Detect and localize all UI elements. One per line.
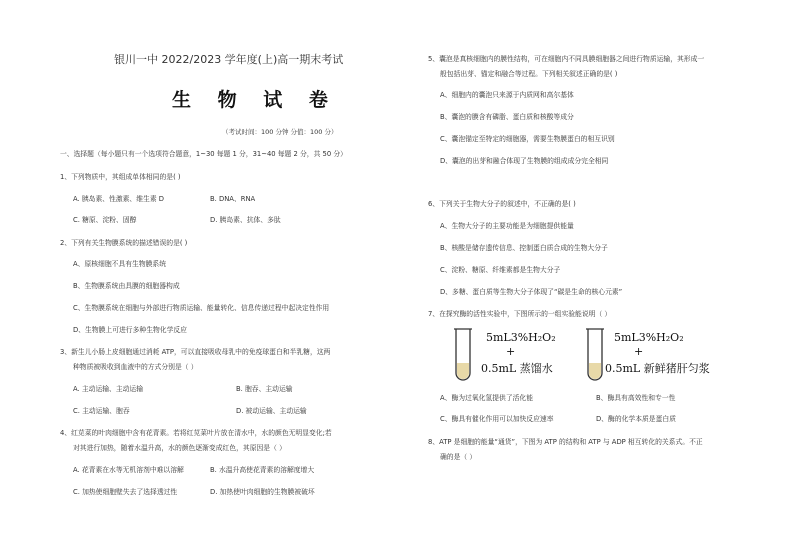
question-stem: 4、红苋菜的叶肉细胞中含有花青素。若将红苋菜叶片放在清水中，水的颜色无明显变化;若 bbox=[60, 429, 332, 437]
option-c: C. 糖原、淀粉、固醇 bbox=[73, 216, 137, 224]
option-a: A、生物大分子的主要功能是为细胞提供能量 bbox=[440, 222, 574, 230]
option-d: D、酶的化学本质是蛋白质 bbox=[596, 415, 676, 423]
tube-2-reagent: 5mL3%H₂O₂ bbox=[614, 331, 684, 344]
section-heading: 一、选择题（每小题只有一个选项符合题意，1~30 每题 1 分，31~40 每题 2 分，共 50 分） bbox=[60, 150, 347, 158]
option-a: A. 主动运输、主动运输 bbox=[73, 385, 144, 393]
tube-2-plus: + bbox=[634, 345, 644, 358]
option-c: C、淀粉、糖原、纤维素都是生物大分子 bbox=[440, 266, 561, 274]
option-b: B、酶具有高效性和专一性 bbox=[596, 394, 676, 402]
option-d: D、囊泡的出芽和融合体现了生物膜的组成成分完全相同 bbox=[440, 157, 609, 165]
exam-title: 银川一中 2022/2023 学年度(上)高一期末考试 bbox=[114, 53, 344, 66]
option-b: B. 胞吞、主动运输 bbox=[236, 385, 293, 393]
question-stem-cont: 般包括出芽、锚定和融合等过程。下列相关叙述正确的是( ) bbox=[440, 70, 618, 78]
option-a: A、原核细胞不具有生物膜系统 bbox=[73, 260, 167, 268]
question-stem: 1、下列物质中，其组成单体相同的是( ) bbox=[60, 173, 181, 181]
option-c: C. 主动运输、胞吞 bbox=[73, 407, 130, 415]
option-a: A、酶为过氧化氢提供了活化能 bbox=[440, 394, 534, 402]
question-stem: 2、下列有关生物膜系统的描述错误的是( ) bbox=[60, 239, 188, 247]
option-d: D、生物膜上可进行多种生物化学反应 bbox=[73, 326, 187, 334]
tube-1-reagent: 5mL3%H₂O₂ bbox=[486, 331, 556, 344]
tube-2-liquid bbox=[589, 363, 601, 379]
question-stem: 3、新生儿小肠上皮细胞通过消耗 ATP，可以直接吸收母乳中的免疫球蛋白和半乳糖，这两 bbox=[60, 348, 331, 356]
tube-1-additive: 0.5mL 蒸馏水 bbox=[481, 362, 553, 375]
question-stem-cont: 种物质被吸收到血液中的方式分别是（ ） bbox=[73, 363, 198, 371]
tube-1-plus: + bbox=[506, 345, 516, 358]
test-tube-2-icon bbox=[584, 327, 606, 385]
subject-title: 生 物 试 卷 bbox=[172, 89, 338, 111]
test-tube-1-icon bbox=[452, 327, 474, 385]
option-b: B. DNA、RNA bbox=[210, 195, 256, 203]
question-stem: 6、下列关于生物大分子的叙述中，不正确的是( ) bbox=[428, 200, 576, 208]
option-d: D、多糖、蛋白质等生物大分子体现了“碳是生命的核心元素” bbox=[440, 288, 623, 296]
exam-info: （考试时间：100 分钟 分值：100 分） bbox=[222, 128, 338, 136]
option-b: B、囊泡的膜含有磷脂、蛋白质和核酸等成分 bbox=[440, 113, 574, 121]
question-stem-cont: 对其进行加热，随着水温升高，水的颜色逐渐变成红色，其原因是（ ） bbox=[73, 444, 286, 452]
option-b: B、生物膜系统由具膜的细胞器构成 bbox=[73, 282, 180, 290]
option-a: A. 胰岛素、性激素、维生素 D bbox=[73, 195, 165, 203]
question-stem: 7、在探究酶的活性实验中，下图所示的一组实验能说明（ ） bbox=[428, 310, 612, 318]
question-stem: 8、ATP 是细胞的能量“通货”，下图为 ATP 的结构和 ATP 与 ADP 相互转化的关系式。不正 bbox=[428, 438, 703, 446]
option-b: B、核酸是储存遗传信息、控制蛋白质合成的生物大分子 bbox=[440, 244, 608, 252]
tube-2-additive: 0.5mL 新鲜猪肝匀浆 bbox=[605, 362, 710, 375]
question-stem-cont: 确的是（ ） bbox=[440, 453, 477, 461]
option-d: D. 加热使叶肉细胞的生物膜被破坏 bbox=[210, 488, 315, 496]
tube-1-liquid bbox=[457, 363, 469, 379]
option-c: C、酶具有催化作用可以加快反应速率 bbox=[440, 415, 554, 423]
option-c: C、囊泡锚定至特定的细胞器，需要生物膜蛋白的相互识别 bbox=[440, 135, 615, 143]
option-d: D. 胰岛素、抗体、多肽 bbox=[210, 216, 281, 224]
option-a: A、细胞内的囊泡只来源于内质网和高尔基体 bbox=[440, 91, 574, 99]
option-c: C、生物膜系统在细胞与外部进行物质运输、能量转化、信息传递过程中起决定性作用 bbox=[73, 304, 330, 312]
question-stem: 5、囊泡是真核细胞内的膜性结构，可在细胞内不同具膜细胞器之间进行物质运输，其形成一 bbox=[428, 55, 705, 63]
option-c: C. 加热使细胞壁失去了选择透过性 bbox=[73, 488, 178, 496]
option-b: B. 水温升高使花青素的溶解度增大 bbox=[210, 466, 315, 474]
option-d: D. 被动运输、主动运输 bbox=[236, 407, 307, 415]
option-a: A. 花青素在水等无机溶剂中难以溶解 bbox=[73, 466, 184, 474]
